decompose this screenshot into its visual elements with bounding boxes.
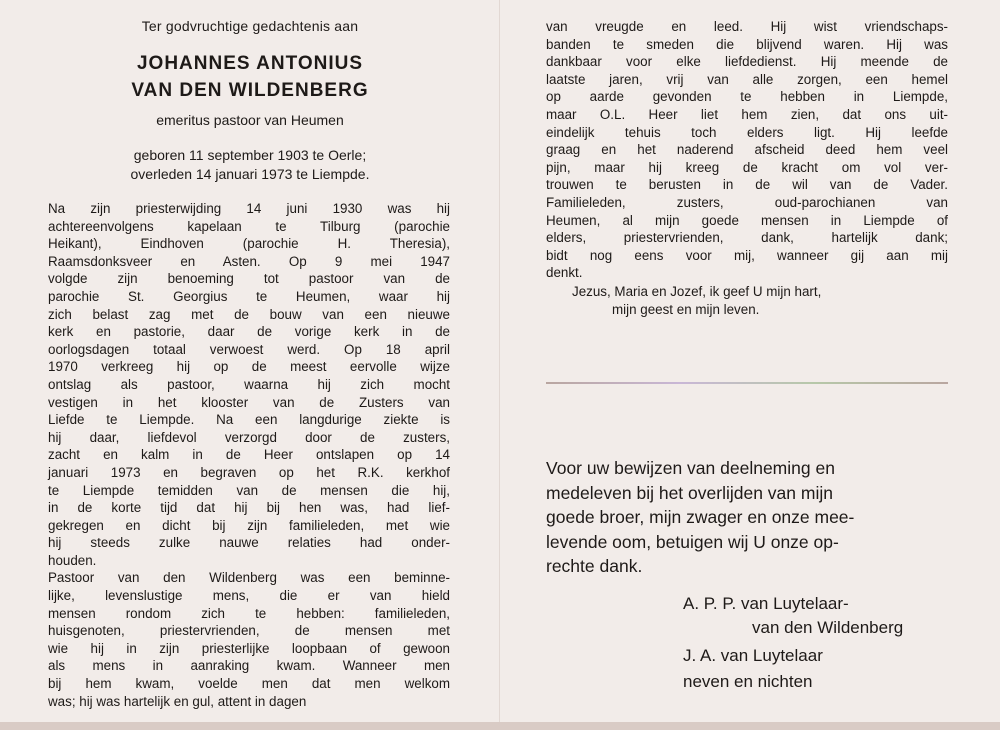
text-line: denkt.: [546, 265, 583, 281]
text-line: mensen rondom zich te hebben: familieleden,: [48, 605, 450, 621]
text-line: oorlogsdagen totaal verwoest werd. Op 18 april: [48, 341, 450, 357]
text-line: Na zijn priesterwijding 14 juni 1930 was hij: [48, 201, 450, 216]
text-line: laatste jaren, vrij van alle zorgen, een hemel: [546, 71, 948, 87]
biography-continued-text: [546, 18, 948, 282]
text-line: huisgenoten, priestervrienden, de mensen met: [48, 623, 450, 639]
text-line: Heumen, al mijn goede mensen in Liempde of: [546, 212, 948, 228]
text-line: als mens in aanraking kwam. Wanneer men: [48, 658, 450, 674]
text-line: op aarde gevonden te hebben in Liempde,: [546, 89, 948, 105]
text-line: rechte dank.: [546, 556, 643, 576]
prayer-line-1: Jezus, Maria en Jozef, ik geef U mijn hart,: [572, 284, 822, 299]
text-line: houden.: [48, 552, 97, 568]
text-line: te Liempde temidden van de mensen die hij,: [48, 482, 450, 498]
text-line: Familieleden, zusters, oud-parochianen van: [546, 194, 948, 210]
text-line: januari 1973 en begraven op het R.K. kerkhof: [48, 464, 450, 480]
signature-line-4: neven en nichten: [683, 672, 813, 691]
deceased-name-last: VAN DEN WILDENBERG: [131, 80, 369, 101]
text-line: hij steeds zulke nauwe relaties had onder-: [48, 535, 450, 551]
text-line: trouwen te berusten in de wil van de Vader.: [546, 177, 948, 193]
text-line: dankbaar voor elke liefdedienst. Hij meende de: [546, 54, 948, 70]
text-line: Heikant), Eindhoven (parochie H. Theresia),: [48, 236, 450, 252]
card-bottom-edge: [0, 722, 1000, 730]
text-line: 1970 verkreeg hij op de meest eervolle wijze: [48, 359, 450, 375]
text-line: bij hem kwam, voelde men dat men welkom: [48, 676, 450, 692]
text-line: graag en het naderend afscheid deed hem veel: [546, 142, 948, 158]
deceased-name-first: JOHANNES ANTONIUS: [136, 53, 364, 74]
text-line: Voor uw bewijzen van deelneming en: [546, 458, 835, 478]
text-line: van vreugde en leed. Hij wist vriendschaps-: [546, 19, 948, 34]
text-line: Pastoor van den Wildenberg was een beminne-: [48, 570, 450, 586]
text-line: zich belast zag met de bouw van een nieuwe: [48, 306, 450, 322]
text-line: vestigen in het klooster van de Zusters van: [48, 394, 450, 410]
text-line: lijke, levenslustige mens, die er van hield: [48, 588, 450, 604]
text-line: banden te smeden die blijvend waren. Hij was: [546, 36, 948, 52]
text-line: medeleven bij het overlijden van mijn: [546, 482, 833, 503]
text-line: ontslag als pastoor, waarna hij zich mocht: [48, 376, 450, 392]
text-line: hij daar, liefdevol verzorgd door de zusters,: [48, 429, 450, 445]
text-line: bidt nog eens voor mij, wanneer gij aan mij: [546, 247, 948, 263]
prayer-line-2: mijn geest en mijn leven.: [612, 302, 760, 317]
text-line: goede broer, mijn zwager en onze mee-: [546, 507, 855, 527]
text-line: volgde zijn benoeming tot pastoor van de: [48, 271, 450, 287]
deceased-title: emeritus pastoor van Heumen: [156, 112, 344, 128]
signature-line-3: J. A. van Luytelaar: [683, 646, 823, 665]
section-divider: [546, 382, 948, 384]
text-line: Liefde te Liempde. Na een langdurige ziekte is: [48, 412, 450, 428]
thank-you-text: [546, 456, 951, 579]
text-line: Raamsdonksveer en Asten. Op 9 mei 1947: [48, 253, 450, 269]
text-line: zacht en kalm in de Heer ontslapen op 14: [48, 447, 450, 463]
text-line: levende oom, betuigen wij U onze op-: [546, 531, 839, 552]
text-line: achtereenvolgens kapelaan te Tilburg (parochie: [48, 218, 450, 234]
text-line: eindelijk tehuis toch elders ligt. Hij leefde: [546, 124, 948, 140]
birth-line: geboren 11 september 1903 te Oerle;: [133, 147, 367, 163]
text-line: gekregen en dicht bij zijn familieleden, met wie: [48, 517, 450, 533]
biography-text: [48, 200, 450, 710]
signature-line-2: van den Wildenberg: [752, 618, 904, 637]
memorial-intro: Ter godvruchtige gedachtenis aan: [141, 18, 359, 34]
death-line: overleden 14 januari 1973 te Liempde.: [130, 166, 370, 182]
text-line: parochie St. Georgius te Heumen, waar hij: [48, 288, 450, 304]
text-line: pijn, maar hij kreeg de kracht om vol ver-: [546, 159, 948, 175]
text-line: elders, priestervrienden, dank, hartelijk dank;: [546, 230, 948, 246]
text-line: wie hij in zijn priesterlijke loopbaan of gewoon: [48, 640, 450, 656]
text-line: in de korte tijd dat hij bij hen was, had lief-: [48, 500, 450, 516]
text-line: kerk en pastorie, daar de vorige kerk in de: [48, 324, 450, 340]
text-line: was; hij was hartelijk en gul, attent in dagen: [48, 693, 307, 709]
text-line: maar O.L. Heer liet hem zien, dat ons uit-: [546, 106, 948, 122]
signature-line-1: A. P. P. van Luytelaar-: [683, 594, 849, 613]
